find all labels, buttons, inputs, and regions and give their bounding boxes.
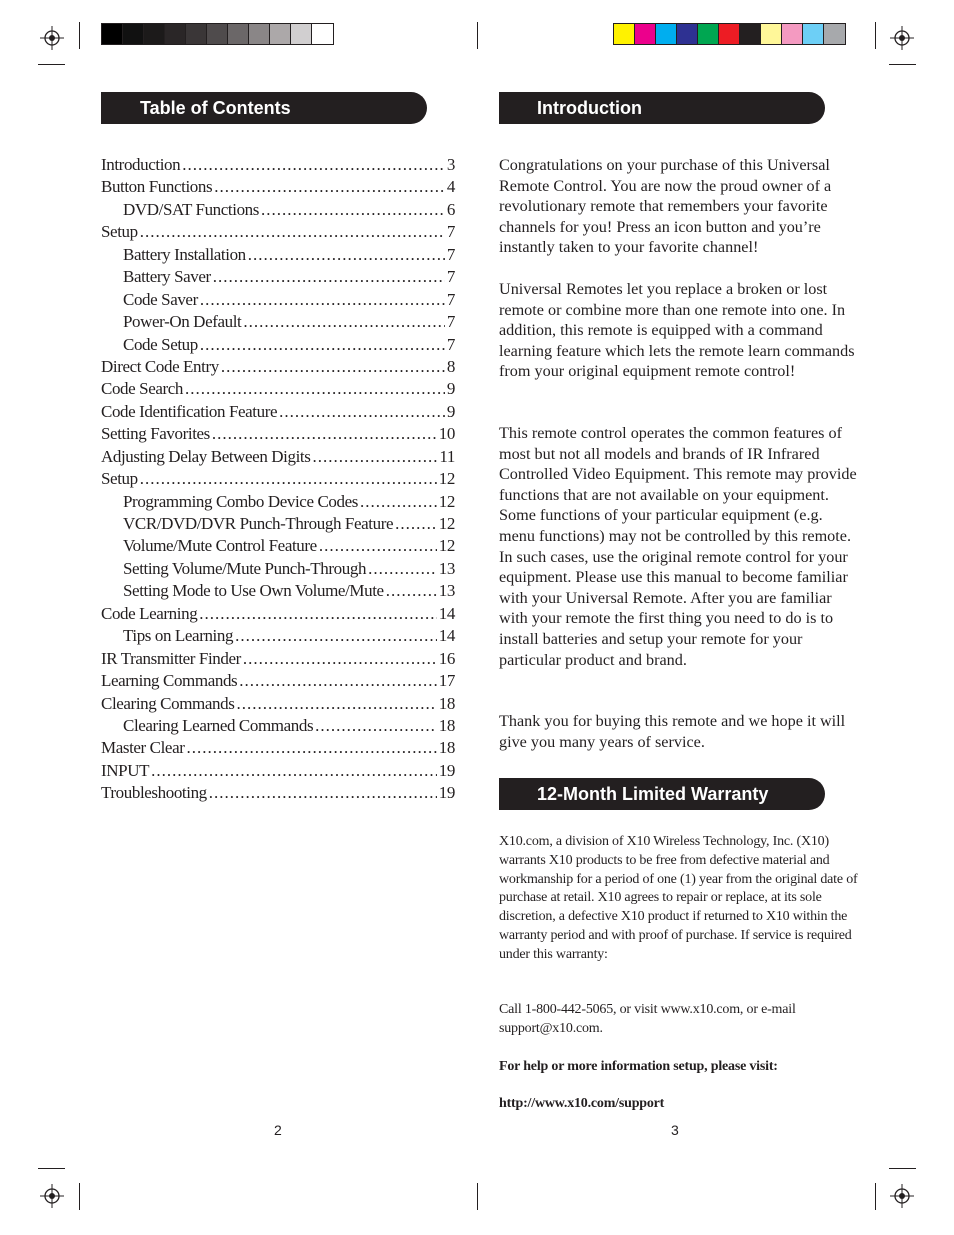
color-swatch xyxy=(102,24,123,44)
toc-entry-title: Volume/Mute Control Feature xyxy=(123,536,317,556)
toc-entry-title: Clearing Learned Commands xyxy=(123,715,314,735)
toc-entry[interactable] xyxy=(101,535,455,557)
color-swatch xyxy=(165,24,186,44)
toc-entry-page: 7 xyxy=(446,267,455,287)
toc-entry[interactable] xyxy=(101,401,455,423)
toc-header-label: Table of Contents xyxy=(140,98,291,118)
toc-entry-title: Setting Mode to Use Own Volume/Mute xyxy=(123,581,384,601)
toc-dot-leader xyxy=(140,221,445,243)
toc-dot-leader xyxy=(368,558,437,580)
toc-entry[interactable] xyxy=(101,446,455,468)
toc-entry-page: 10 xyxy=(438,424,455,444)
toc-entry-page: 7 xyxy=(446,289,455,309)
toc-entry[interactable] xyxy=(101,356,455,378)
toc-dot-leader xyxy=(221,356,445,378)
toc-entry-title: Master Clear xyxy=(101,738,185,758)
registration-target-icon xyxy=(890,1184,914,1208)
toc-entry[interactable] xyxy=(101,737,455,759)
toc-entry-page: 7 xyxy=(446,334,455,354)
toc-dot-leader xyxy=(236,693,436,715)
toc-dot-leader xyxy=(200,289,445,311)
toc-entry-title: Code Setup xyxy=(123,334,198,354)
color-swatch xyxy=(761,24,782,44)
intro-paragraph: Congratulations on your purchase of this Universal Remote Control. You are now the proud owner of a revolutionary remote that remembers your favorite channels for you! Press an icon button and you’re instantly taken to your favorite channel! xyxy=(499,156,832,257)
introduction-header xyxy=(499,92,825,124)
toc-entry-title: Clearing Commands xyxy=(101,693,235,713)
toc-entry-page: 18 xyxy=(438,693,455,713)
toc-entry-page: 13 xyxy=(438,558,455,578)
toc-entry[interactable] xyxy=(101,176,455,198)
registration-target-icon xyxy=(40,1184,64,1208)
toc-entry-title: Battery Installation xyxy=(123,244,246,264)
toc-entry-title: INPUT xyxy=(101,760,150,780)
toc-dot-leader xyxy=(360,491,437,513)
toc-dot-leader xyxy=(186,737,436,759)
toc-entry-title: Setting Volume/Mute Punch-Through xyxy=(123,558,367,578)
toc-entry[interactable] xyxy=(101,580,455,602)
toc-entry-page: 12 xyxy=(438,469,455,489)
toc-dot-leader xyxy=(386,580,437,602)
color-swatch xyxy=(677,24,698,44)
toc-entry-page: 18 xyxy=(438,715,455,735)
toc-entry[interactable] xyxy=(101,199,455,221)
warranty-header xyxy=(499,778,825,810)
toc-entry-page: 13 xyxy=(438,581,455,601)
toc-entry-page: 14 xyxy=(438,626,455,646)
toc-entry-page: 11 xyxy=(439,446,455,466)
toc-dot-leader xyxy=(151,760,437,782)
registration-target-icon xyxy=(40,26,64,50)
color-swatch xyxy=(803,24,824,44)
toc-entry-title: Direct Code Entry xyxy=(101,356,219,376)
toc-dot-leader xyxy=(200,334,445,356)
color-swatch xyxy=(312,24,333,44)
toc-entry[interactable] xyxy=(101,648,455,670)
toc-dot-leader xyxy=(214,176,445,198)
toc-entry-title: Code Search xyxy=(101,379,183,399)
toc-entry[interactable] xyxy=(101,782,455,804)
toc-entry-title: Learning Commands xyxy=(101,671,238,691)
toc-entry-page: 17 xyxy=(438,671,455,691)
toc-entry[interactable] xyxy=(101,760,455,782)
toc-entry-title: Tips on Learning xyxy=(123,626,234,646)
toc-dot-leader xyxy=(243,311,445,333)
toc-entry-page: 9 xyxy=(446,401,455,421)
color-swatch xyxy=(698,24,719,44)
toc-entry-title: Setup xyxy=(101,469,138,489)
color-swatch xyxy=(740,24,761,44)
toc-dot-leader xyxy=(235,625,437,647)
toc-dot-leader xyxy=(212,423,437,445)
toc-entry-title: VCR/DVD/DVR Punch-Through Feature xyxy=(123,514,394,533)
toc-dot-leader xyxy=(395,513,437,535)
toc-dot-leader xyxy=(239,670,437,692)
toc-entry-title: Troubleshooting xyxy=(101,783,207,803)
toc-entry-title: Adjusting Delay Between Digits xyxy=(101,446,311,466)
toc-dot-leader xyxy=(248,244,445,266)
introduction-header-label: Introduction xyxy=(537,98,642,118)
toc-entry-title: Power-On Default xyxy=(123,312,242,332)
toc-entry[interactable] xyxy=(101,244,455,266)
warranty-header-label: 12-Month Limited Warranty xyxy=(537,784,769,804)
color-swatch xyxy=(270,24,291,44)
color-swatch xyxy=(782,24,803,44)
toc-entry[interactable] xyxy=(101,311,455,333)
toc-entry-page: 12 xyxy=(438,491,455,511)
toc-dot-leader xyxy=(199,603,437,625)
toc-entry-page: 12 xyxy=(438,514,455,533)
toc-entry-title: Code Identification Feature xyxy=(101,401,278,421)
toc-entry[interactable] xyxy=(101,468,455,490)
toc-dot-leader xyxy=(185,378,445,400)
toc-entry-title: Battery Saver xyxy=(123,267,211,287)
toc-entry[interactable] xyxy=(101,289,455,311)
color-swatch xyxy=(186,24,207,44)
toc-entry-page: 18 xyxy=(438,738,455,758)
color-swatch xyxy=(614,24,635,44)
toc-entry[interactable] xyxy=(101,715,455,737)
registration-target-icon xyxy=(890,26,914,50)
toc-entry-page: 19 xyxy=(438,783,455,803)
contact-text: Call 1-800-442-5065, or visit www.x10.com, or e-mail support@x10.com. xyxy=(499,1002,796,1036)
toc-dot-leader xyxy=(312,446,437,468)
toc-entry[interactable] xyxy=(101,670,455,692)
toc-entry-title: Setup xyxy=(101,222,138,242)
toc-dot-leader xyxy=(213,266,445,288)
color-calibration-bar xyxy=(613,23,846,45)
toc-dot-leader xyxy=(315,715,437,737)
toc-entry-page: 7 xyxy=(446,244,455,264)
toc-header xyxy=(101,92,427,124)
toc-entry-page: 9 xyxy=(446,379,455,399)
toc-entry-title: IR Transmitter Finder xyxy=(101,648,241,668)
toc-entry[interactable] xyxy=(101,154,455,176)
left-page-number: 2 xyxy=(274,1122,282,1138)
toc-dot-leader xyxy=(140,468,437,490)
toc-entry-title: Code Learning xyxy=(101,603,198,623)
toc-dot-leader xyxy=(209,782,437,804)
intro-paragraph: This remote control operates the common features of most but not all models and brands of IR Infrared Controlled Video Equipment. This remote may provide functions that are not available on your equipment. Some functions of your particular equipment (e.g. menu functions) may not be controlled by this remote. In such cases, use the original remote control for your equipment. Please use this manual to become familiar with your Universal Remote. After you are familiar with your remote the first thing you need to do is to install batteries and setup your remote for your particular product and brand. xyxy=(499,424,857,669)
toc-entry[interactable] xyxy=(101,513,455,535)
support-link[interactable]: http://www.x10.com/support xyxy=(499,1096,665,1111)
color-swatch xyxy=(719,24,740,44)
toc-entry-page: 14 xyxy=(438,603,455,623)
toc-entry-page: 7 xyxy=(446,312,455,332)
color-swatch xyxy=(291,24,312,44)
toc-entry-page: 3 xyxy=(446,155,455,174)
toc-entry-title: Introduction xyxy=(101,155,181,174)
toc-entry-page: 7 xyxy=(446,222,455,242)
color-swatch xyxy=(249,24,270,44)
toc-entry-title: Programming Combo Device Codes xyxy=(123,491,358,511)
toc-entry[interactable] xyxy=(101,334,455,356)
toc-entry-page: 12 xyxy=(438,536,455,556)
toc-entry-title: Setting Favorites xyxy=(101,424,210,444)
toc-entry-page: 6 xyxy=(446,199,455,219)
color-swatch xyxy=(824,24,845,44)
toc-entry-title: Code Saver xyxy=(123,289,198,309)
right-page-number: 3 xyxy=(671,1122,679,1138)
toc-entry[interactable] xyxy=(101,221,455,243)
toc-entry[interactable] xyxy=(101,266,455,288)
color-swatch xyxy=(228,24,249,44)
toc-entry[interactable] xyxy=(101,378,455,400)
color-swatch xyxy=(144,24,165,44)
toc-entry-title: Button Functions xyxy=(101,177,213,197)
intro-paragraph: Thank you for buying this remote and we hope it will give you many years of service. xyxy=(499,712,846,751)
toc-entry[interactable] xyxy=(101,603,455,625)
toc-dot-leader xyxy=(261,199,445,221)
table-of-contents xyxy=(101,154,455,805)
toc-entry[interactable] xyxy=(101,491,455,513)
intro-paragraph: Universal Remotes let you replace a broken or lost remote or combine more than one remote into one. In addition, this remote is equipped with a command learning feature which lets the remote learn commands from your original equipment remote control! xyxy=(499,280,855,381)
color-swatch xyxy=(207,24,228,44)
toc-entry[interactable] xyxy=(101,423,455,445)
toc-entry[interactable] xyxy=(101,625,455,647)
warranty-text: X10.com, a division of X10 Wireless Technology, Inc. (X10) warrants X10 products to be free from defective material and workmanship for a period of one (1) year from the original date of purchase at retail. X10 agrees to repair or replace, at its sole discretion, a defective X10 product if returned to X10 within the warranty period and with proof of purchase. If service is required under this warranty: xyxy=(499,834,858,962)
toc-entry[interactable] xyxy=(101,693,455,715)
color-swatch xyxy=(635,24,656,44)
color-swatch xyxy=(656,24,677,44)
toc-entry-page: 8 xyxy=(446,356,455,376)
toc-entry-page: 4 xyxy=(446,177,455,197)
toc-dot-leader xyxy=(319,535,437,557)
toc-dot-leader xyxy=(243,648,437,670)
toc-entry-title: DVD/SAT Functions xyxy=(123,199,259,219)
toc-dot-leader xyxy=(279,401,445,423)
toc-entry-page: 16 xyxy=(438,648,455,668)
toc-dot-leader xyxy=(182,154,445,176)
color-swatch xyxy=(123,24,144,44)
toc-entry-page: 19 xyxy=(438,760,455,780)
help-text: For help or more information setup, please visit: xyxy=(499,1059,778,1074)
grayscale-calibration-bar xyxy=(101,23,334,45)
toc-entry[interactable] xyxy=(101,558,455,580)
